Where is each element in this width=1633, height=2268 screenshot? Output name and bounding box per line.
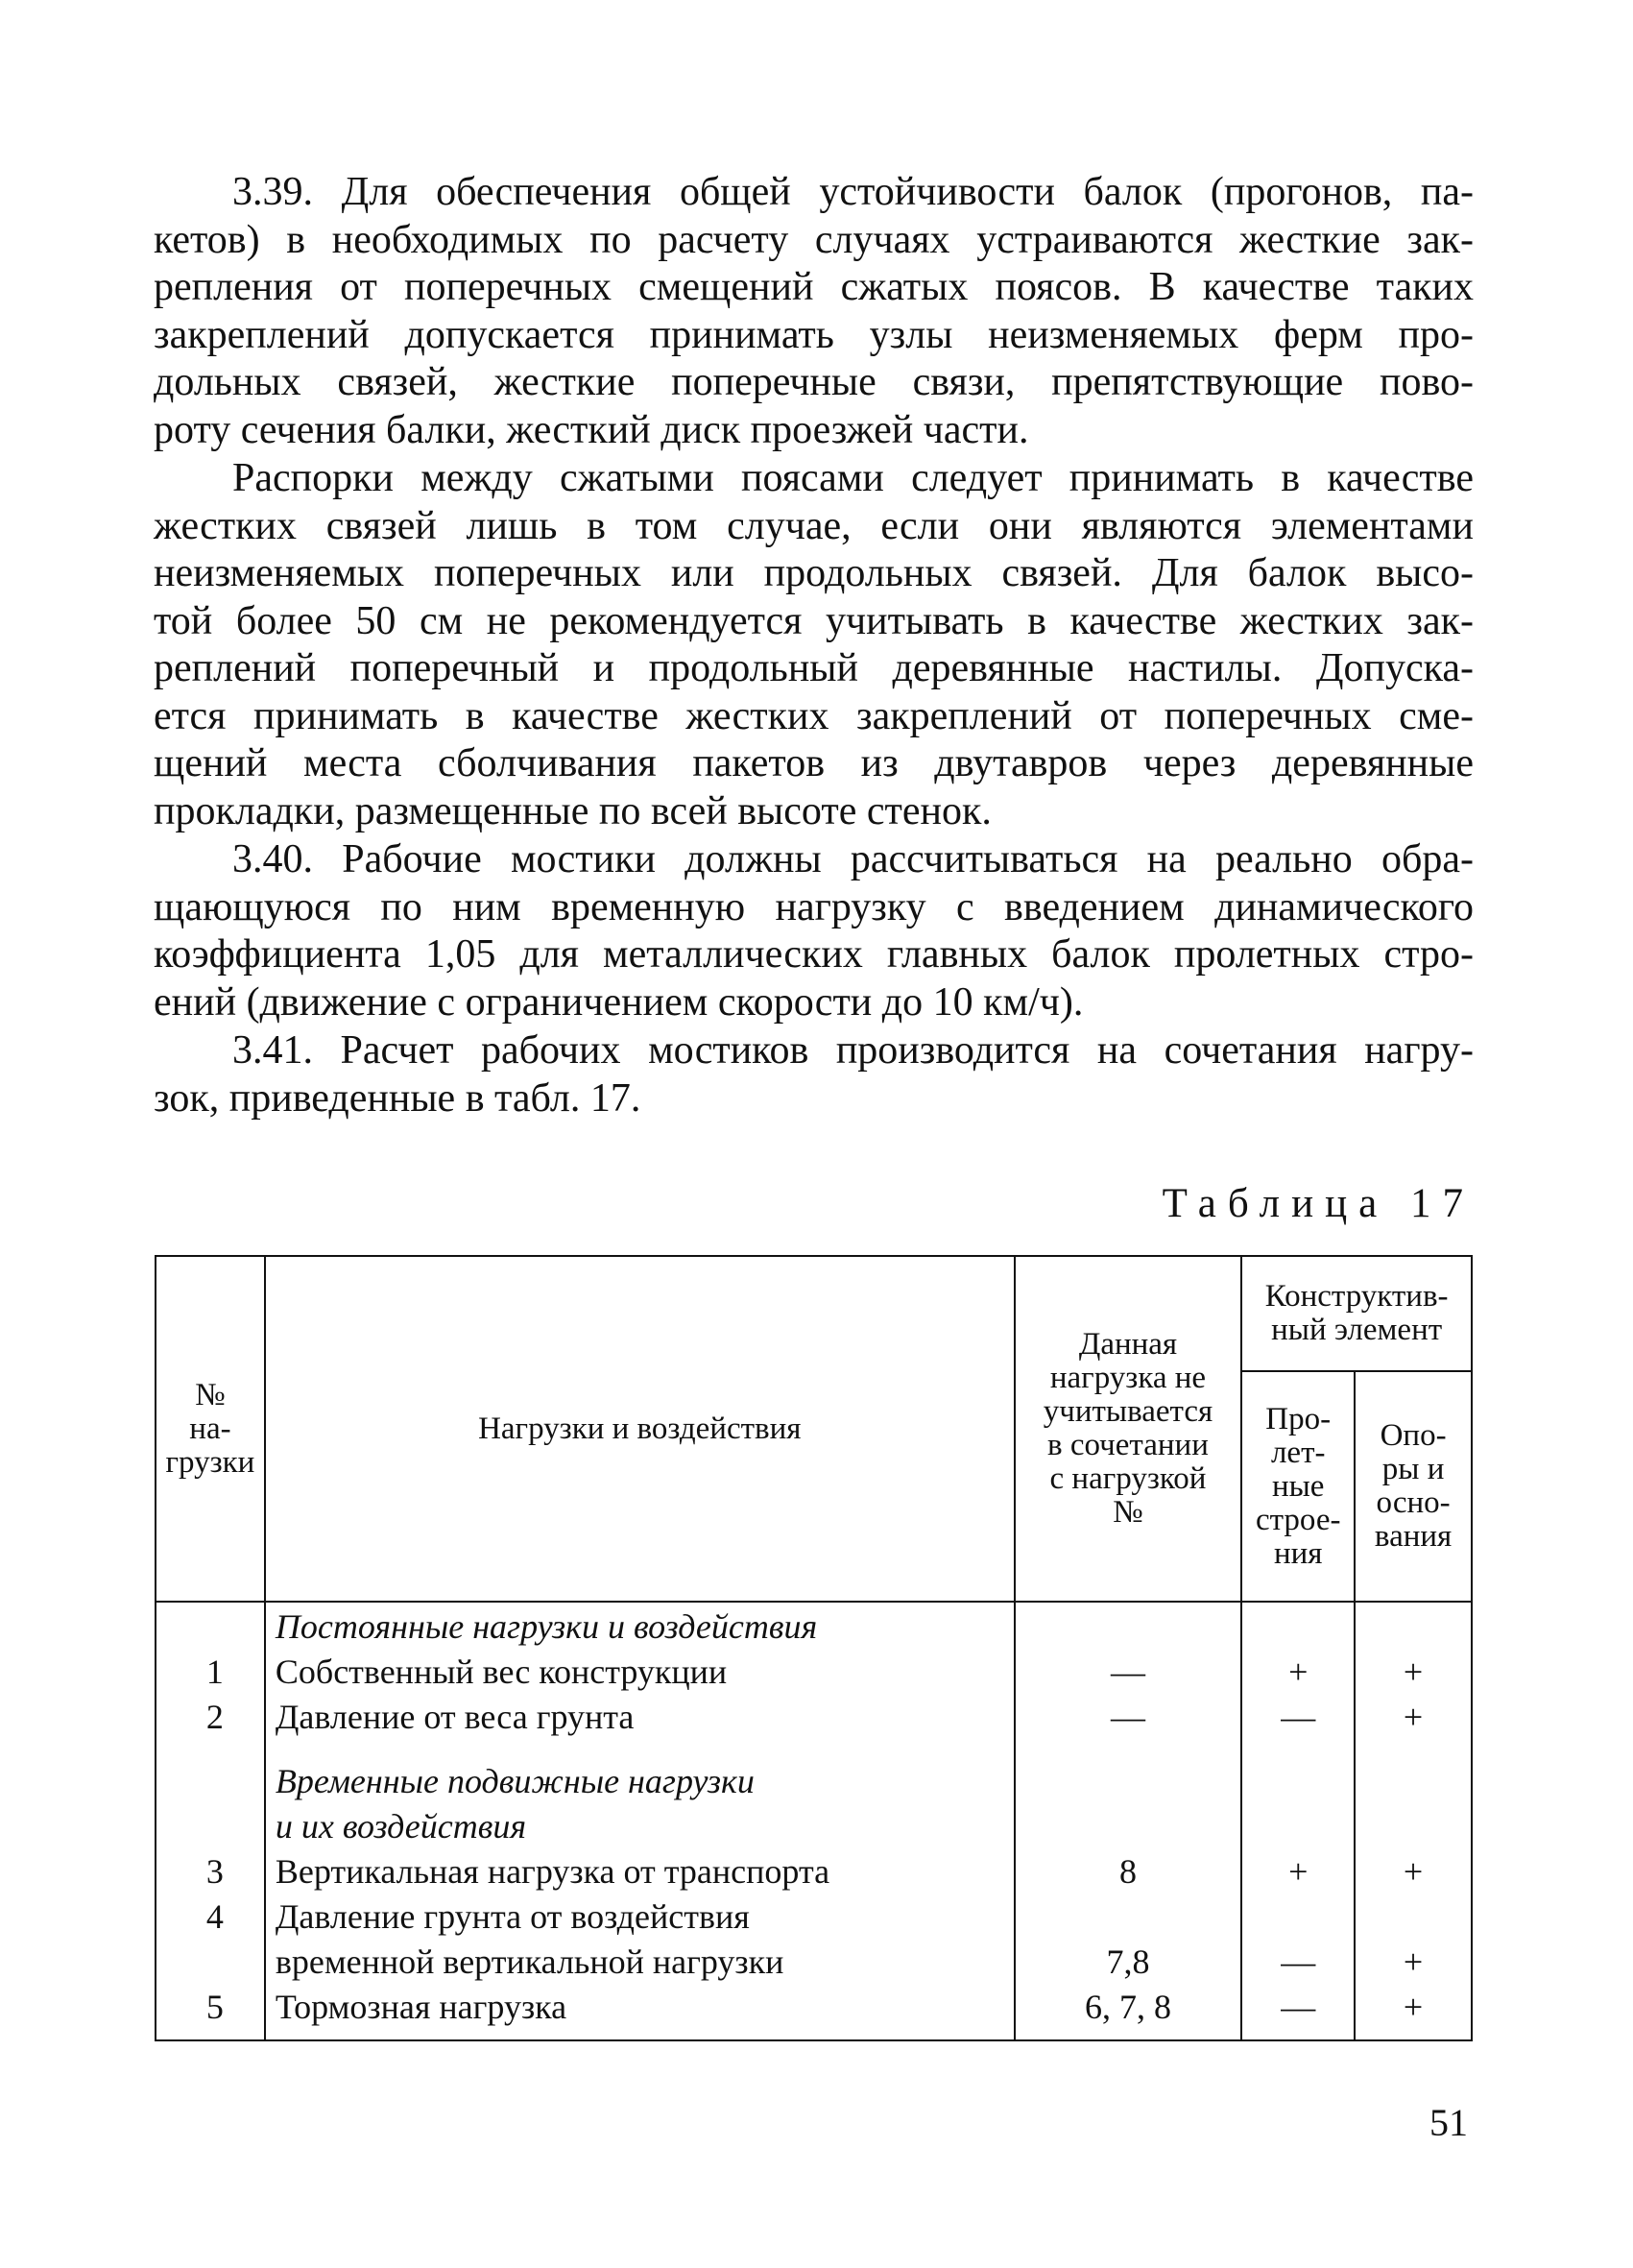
group-heading-temporary: Временные подвижные нагрузки — [275, 1762, 755, 1800]
row-excluded: 7,8 — [1106, 1942, 1150, 1981]
text-line: коэффициента 1,05 для металлических главных балок пролетных стро- — [154, 932, 1474, 977]
row-supports: + — [1403, 1653, 1424, 1691]
text-line: Распорки между сжатыми поясами следует принимать в качестве — [232, 456, 1474, 500]
header-spans — [1241, 1371, 1355, 1602]
text-line: кетов) в необходимых по расчету случаях устраиваются жесткие зак- — [154, 217, 1474, 262]
page-number: 51 — [1429, 2101, 1468, 2144]
text-line: прокладки, размещенные по всей высоте стенок. — [154, 788, 992, 833]
row-description: временной вертикальной нагрузки — [275, 1942, 784, 1981]
header-line: строе- — [1255, 1502, 1341, 1537]
text-line: жестких связей лишь в том случае, если они являются элементами — [154, 503, 1474, 548]
row-number: 4 — [205, 1897, 224, 1936]
header-line: в сочетании — [1047, 1428, 1209, 1462]
text-line: той более 50 см не рекомендуется учитывать в качестве жестких зак- — [154, 598, 1474, 643]
row-excluded: — — [1110, 1653, 1145, 1691]
text-line: 3.40. Рабочие мостики должны рассчитываться на реально обра- — [232, 837, 1474, 881]
text-line: 3.39. Для обеспечения общей устойчивости балок (прогонов, па- — [232, 170, 1474, 214]
header-loads: Нагрузки и воздействия — [265, 1256, 1015, 1602]
header-line: осно- — [1376, 1485, 1451, 1520]
text-line: ется принимать в качестве жестких закреплений от поперечных сме- — [154, 693, 1474, 738]
row-number: 3 — [205, 1852, 224, 1891]
column-supports — [1355, 1602, 1472, 2040]
row-number: 1 — [205, 1653, 224, 1691]
text-line: зок, приведенные в табл. 17. — [154, 1075, 641, 1121]
group-heading-permanent: Постоянные нагрузки и воздействия — [275, 1607, 818, 1646]
row-supports: + — [1403, 1988, 1424, 2026]
row-spans: + — [1288, 1852, 1309, 1891]
column-spans — [1241, 1602, 1355, 2040]
row-spans: — — [1281, 1698, 1316, 1736]
header-line: с нагрузкой — [1049, 1461, 1207, 1496]
paragraph-3-40 — [154, 836, 1474, 1026]
row-excluded: — — [1110, 1698, 1145, 1736]
loads-table — [155, 1255, 1473, 2041]
row-description: Давление грунта от воздействия — [275, 1897, 750, 1936]
header-line: учитывается — [1043, 1394, 1213, 1429]
column-description — [265, 1602, 1015, 2040]
text-line: репления от поперечных смещений сжатых поясов. В качестве таких — [154, 265, 1474, 309]
text-line: щений места сболчивания пакетов из двутавров через деревянные — [154, 741, 1474, 785]
row-spans: + — [1288, 1653, 1309, 1691]
header-line: ры и — [1381, 1452, 1445, 1486]
table-caption: Таблица 17 — [1162, 1181, 1475, 1226]
paragraph-3-41 — [154, 1027, 1474, 1122]
row-description: Вертикальная нагрузка от транспорта — [275, 1852, 830, 1891]
header-line: грузки — [165, 1444, 255, 1480]
header-line: № — [195, 1377, 226, 1412]
row-excluded: 8 — [1118, 1852, 1137, 1891]
row-spans: — — [1281, 1942, 1316, 1981]
header-line: ния — [1273, 1535, 1323, 1571]
header-line: ный элемент — [1271, 1313, 1443, 1347]
row-supports: + — [1403, 1852, 1424, 1891]
header-structural-element — [1241, 1256, 1472, 1371]
header-line: № — [1113, 1495, 1143, 1530]
header-line: вания — [1374, 1519, 1453, 1554]
row-supports: + — [1403, 1942, 1424, 1981]
text-line: роту сечения балки, жесткий диск проезжей части. — [154, 407, 1029, 452]
text-line: щающуюся по ним временную нагрузку с введением динамического — [154, 884, 1474, 929]
column-number — [156, 1602, 265, 2040]
row-description: Давление от веса грунта — [275, 1698, 635, 1736]
header-line: Про- — [1265, 1401, 1332, 1436]
header-line: лет- — [1270, 1435, 1326, 1470]
row-number: 2 — [205, 1698, 224, 1736]
group-heading-temporary: и их воздействия — [275, 1807, 527, 1846]
row-description: Собственный вес конструкции — [275, 1653, 728, 1691]
header-line: Данная — [1078, 1327, 1178, 1362]
row-supports: + — [1403, 1698, 1424, 1736]
header-load-number — [156, 1256, 265, 1602]
header-excluded — [1015, 1256, 1242, 1602]
row-spans: — — [1281, 1988, 1316, 2026]
row-excluded: 6, 7, 8 — [1084, 1988, 1171, 2026]
paragraph-struts — [154, 455, 1474, 835]
text-line: закреплений допускается принимать узлы неизменяемых ферм про- — [154, 312, 1474, 357]
text-line: ений (движение с ограничением скорости до 10 км/ч). — [154, 979, 1084, 1025]
text-line: 3.41. Расчет рабочих мостиков производится на сочетания нагру- — [232, 1028, 1474, 1073]
column-excluded — [1015, 1602, 1242, 2040]
header-line: Конструктив- — [1264, 1279, 1449, 1314]
row-description: Тормозная нагрузка — [275, 1988, 567, 2026]
text-line: дольных связей, жесткие поперечные связи, препятствующие пово- — [154, 360, 1474, 404]
header-supports — [1355, 1371, 1472, 1602]
header-line: ные — [1271, 1468, 1325, 1504]
row-number: 5 — [205, 1988, 224, 2026]
header-line: на- — [189, 1411, 231, 1446]
header-line: нагрузка не — [1049, 1361, 1207, 1395]
paragraph-3-39 — [154, 169, 1474, 454]
text-line: неизменяемых поперечных или продольных связей. Для балок высо- — [154, 551, 1474, 595]
header-line: Опо- — [1380, 1418, 1447, 1453]
text-line: реплений поперечный и продольный деревянные настилы. Допуска- — [154, 646, 1474, 690]
